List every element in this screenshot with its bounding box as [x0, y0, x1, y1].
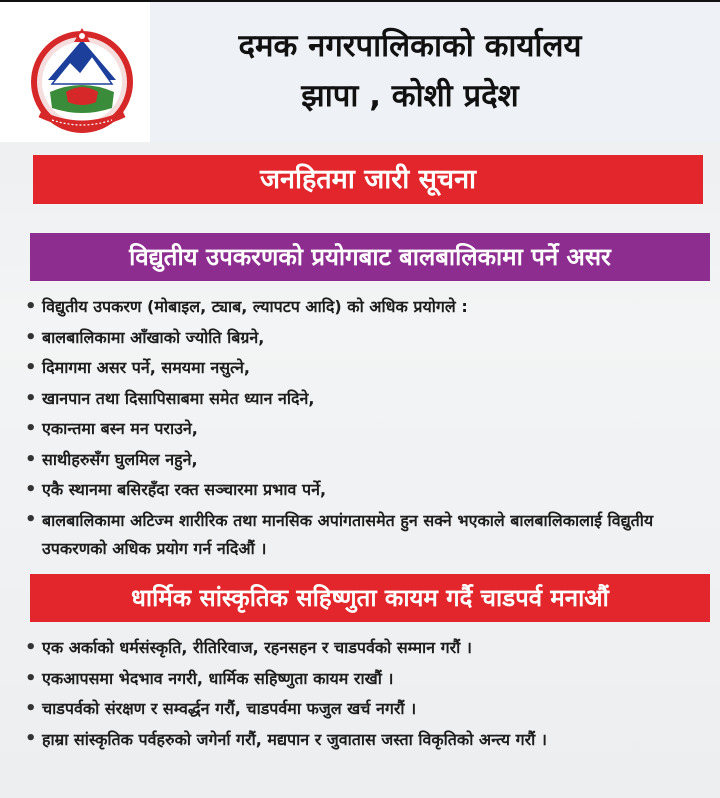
list-item: • खानपान तथा दिसापिसाबमा समेत ध्यान नदिने,: [22, 384, 712, 415]
list-item: • एकै स्थानमा बसिरहँदा रक्त सञ्चारमा प्रभाव पर्ने,: [22, 475, 712, 506]
list-item: • दिमागमा असर पर्ने, समयमा नसुत्ने,: [22, 353, 712, 384]
list-item: • चाडपर्वको संरक्षण र सम्वर्द्धन गरौं, चाडपर्वमा फजुल खर्च नगरौं ।: [22, 694, 712, 725]
header-panel: [150, 2, 720, 142]
section-heading-festivals: धार्मिक सांस्कृतिक सहिष्णुता कायम गर्दै चाडपर्व मनाऔं: [30, 574, 710, 622]
festival-list: [22, 633, 712, 754]
list-item: • एकान्तमा बस्न मन पराउने,: [22, 414, 712, 445]
list-item: • बालबालिकामा आँखाको ज्योति बिग्रने,: [22, 323, 712, 354]
notice-banner: जनहितमा जारी सूचना: [33, 155, 703, 204]
list-item: • बालबालिकामा अटिज्म शारीरिक तथा मानसिक अपांगतासमेत हुन सक्ने भएकाले बालबालिकालाई विद्युतीय उपकरणको अधिक प्रयोग गर्न नदिऔं ।: [22, 506, 712, 563]
list-item: • विद्युतीय उपकरण (मोबाइल, ट्याब, ल्यापटप आदि) को अधिक प्रयोगले :: [22, 292, 712, 323]
office-name: दमक नगरपालिकाको कार्यालय: [238, 28, 582, 64]
list-item: • एक अर्काको धर्मसंस्कृति, रीतिरिवाज, रहनसहन र चाडपर्वको सम्मान गरौं ।: [22, 633, 712, 664]
list-item: • एकआपसमा भेदभाव नगरी, धार्मिक सहिष्णुता कायम राखौं ।: [22, 664, 712, 695]
section-heading-electronics: विद्युतीय उपकरणको प्रयोगबाट बालबालिकामा पर्ने असर: [30, 233, 710, 281]
effects-list: [22, 292, 712, 563]
list-item: • हाम्रा सांस्कृतिक पर्वहरुको जगेर्ना गरौं, मद्यपान र जुवातास जस्ता विकृतिको अन्त्य गरौं ।: [22, 725, 712, 754]
office-address: झापा , कोशी प्रदेश: [301, 78, 519, 114]
nepal-emblem-icon: [26, 22, 138, 134]
list-item: • साथीहरुसँग घुलमिल नहुने,: [22, 445, 712, 476]
